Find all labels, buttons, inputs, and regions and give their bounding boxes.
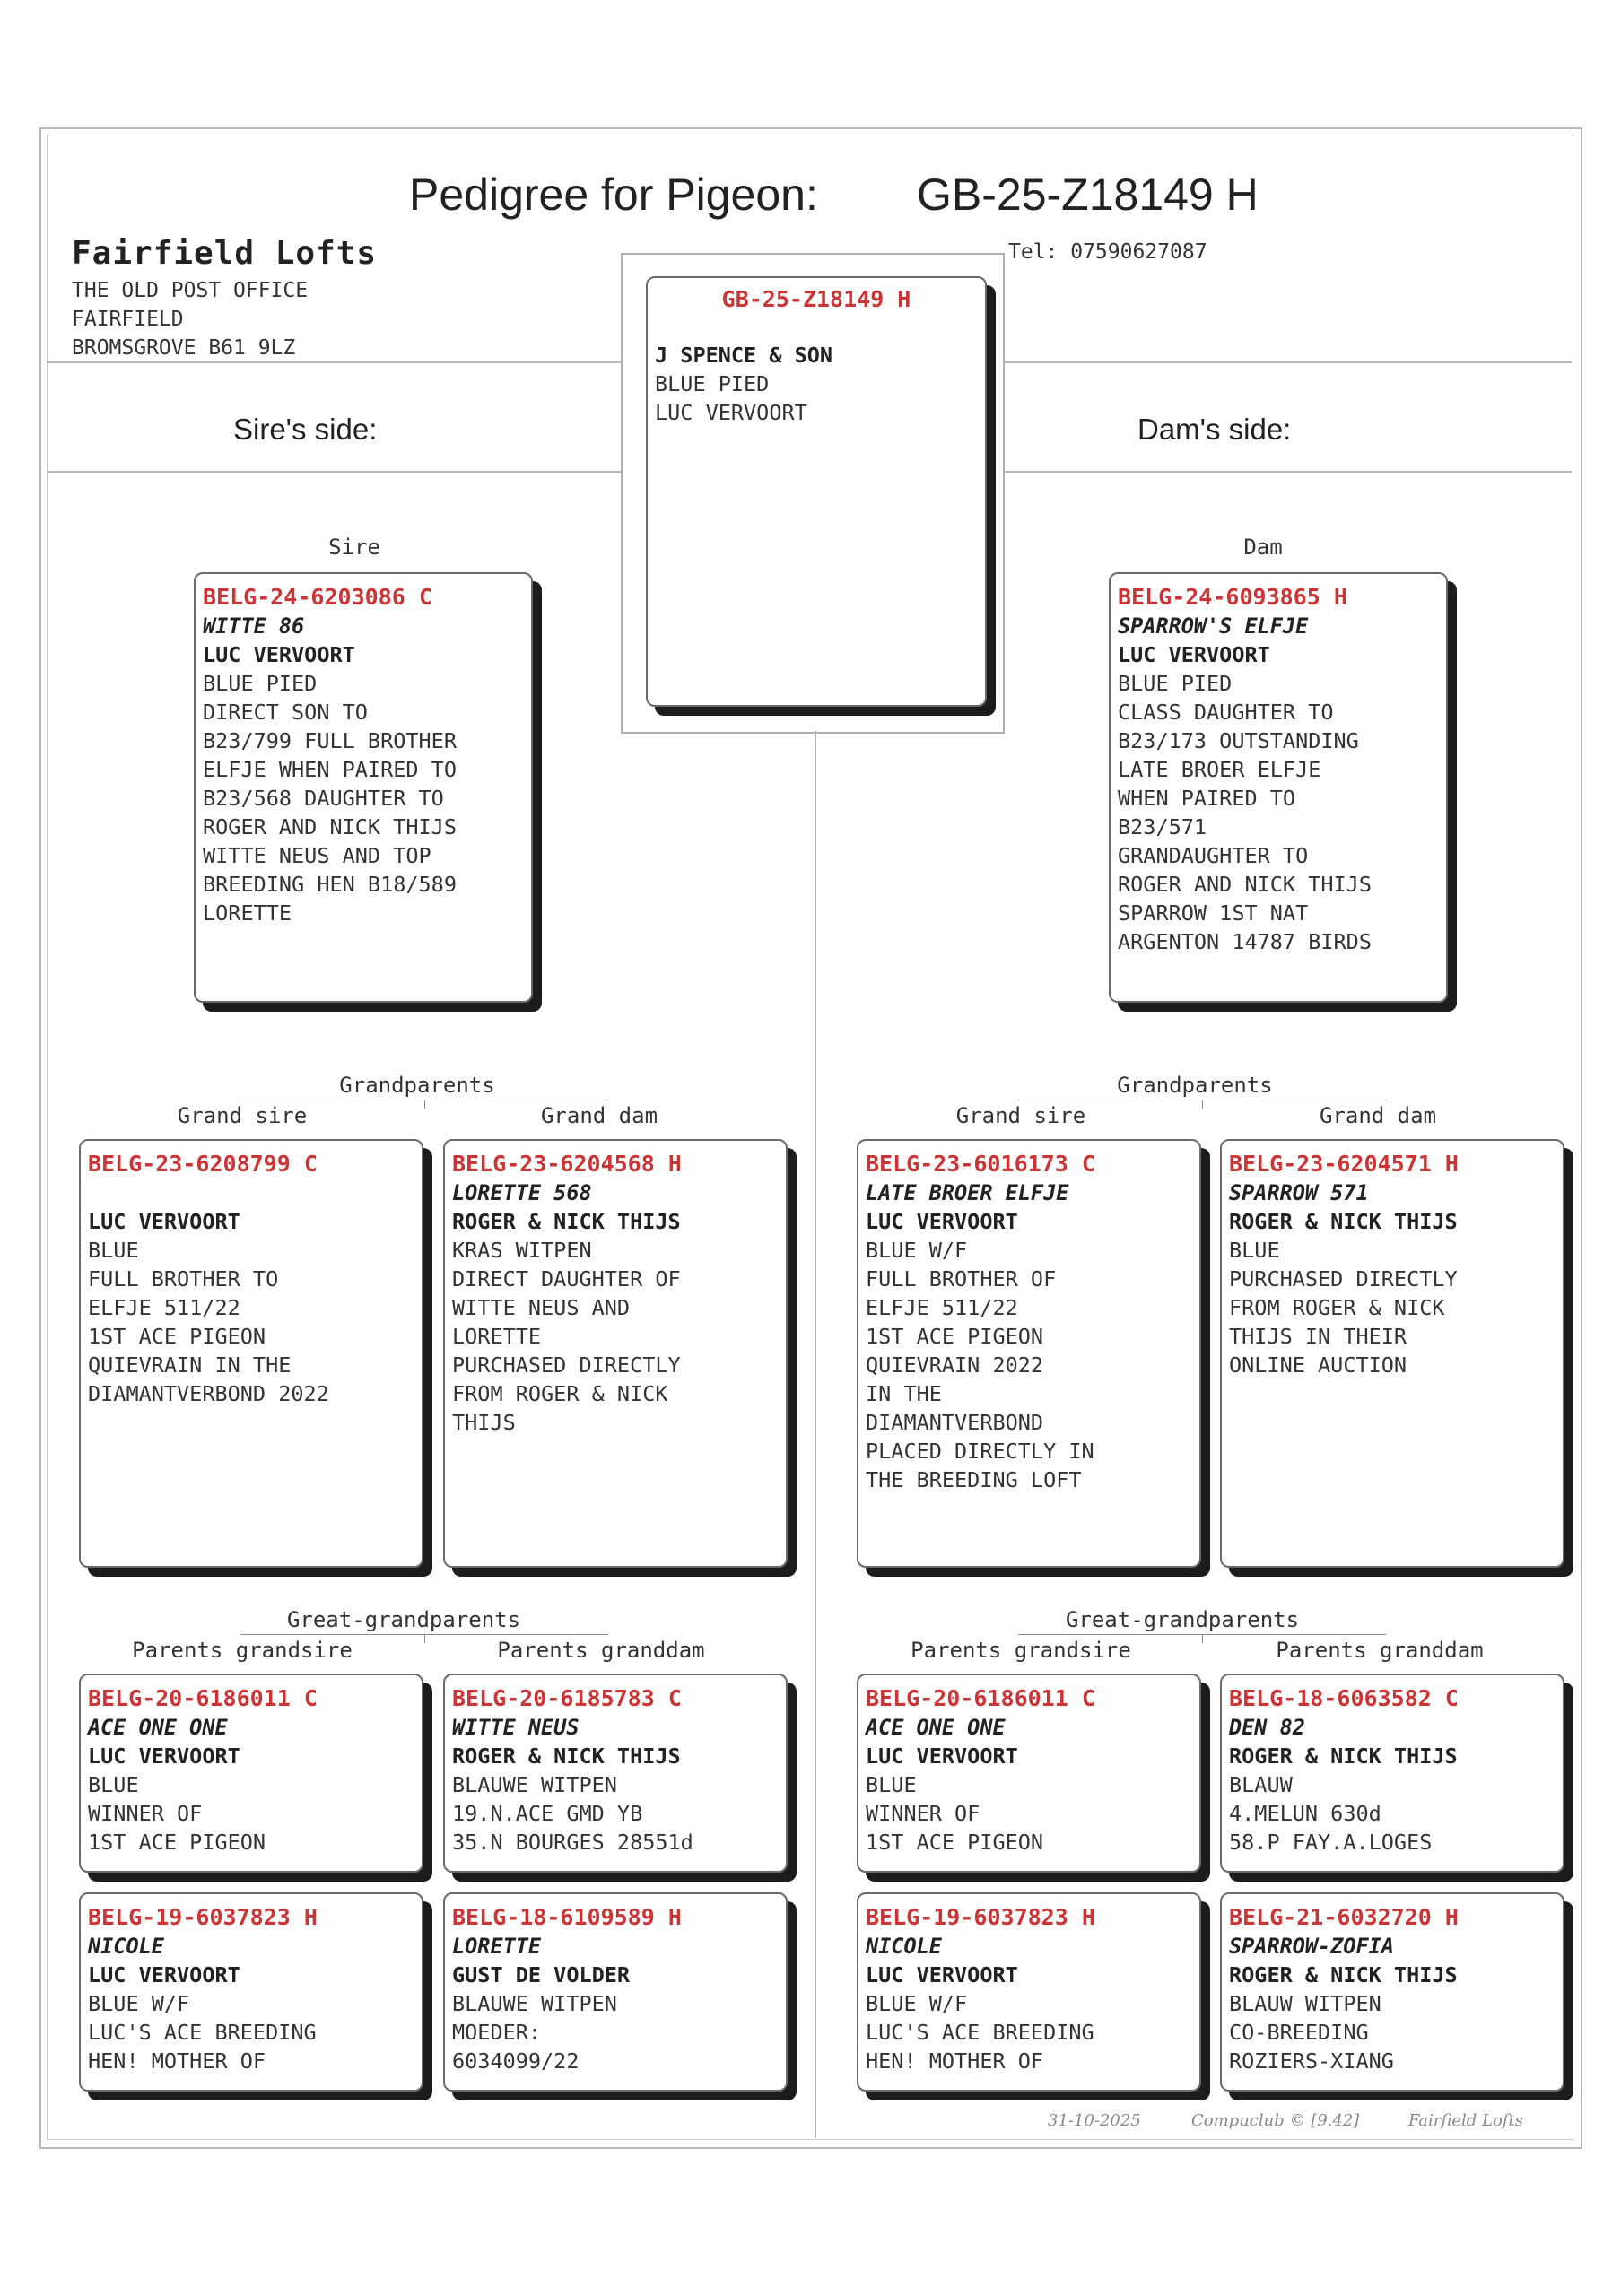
grandparent-line: ONLINE AUCTION xyxy=(1229,1352,1407,1378)
great-grandparent-card[interactable] xyxy=(1220,1674,1564,1873)
great-grandparent-line: 19.N.ACE GMD YB xyxy=(452,1801,643,1826)
grandparent-line: THIJS xyxy=(452,1410,516,1435)
great-grandparent-ring: BELG-18-6063582 C xyxy=(1229,1685,1459,1711)
grandparent-line: FULL BROTHER TO xyxy=(88,1266,279,1292)
subject-card[interactable] xyxy=(646,276,987,707)
sire-card[interactable] xyxy=(194,572,533,1003)
dam-label: Dam xyxy=(1243,535,1283,560)
grandparent-line: DIRECT DAUGHTER OF xyxy=(452,1266,681,1292)
dam-ring: BELG-24-6093865 H xyxy=(1118,584,1347,610)
great-grandparent-ring: BELG-18-6109589 H xyxy=(452,1904,682,1930)
great-grandparent-name: LORETTE xyxy=(452,1934,542,1959)
dam-line: GRANDAUGHTER TO xyxy=(1118,843,1309,868)
sire-line: B23/568 DAUGHTER TO xyxy=(203,786,444,811)
great-grandparent-line: BLAUWE WITPEN xyxy=(452,1772,617,1797)
great-grandparent-line: 6034099/22 xyxy=(452,2048,580,2074)
grandparent-line: DIAMANTVERBOND xyxy=(866,1410,1044,1435)
grand-dam-label-left: Grand dam xyxy=(540,1103,658,1128)
address-line: THE OLD POST OFFICE xyxy=(72,279,309,302)
pedigree-title: Pedigree for Pigeon: xyxy=(409,170,818,220)
grandparent-line: THE BREEDING LOFT xyxy=(866,1467,1082,1492)
great-grandparent-line: MOEDER: xyxy=(452,2020,542,2045)
grandparent-line: ELFJE 511/22 xyxy=(866,1295,1018,1320)
dam-line: BLUE PIED xyxy=(1118,671,1233,696)
dam-line: WHEN PAIRED TO xyxy=(1118,786,1296,811)
grandparent-line: PURCHASED DIRECTLY xyxy=(1229,1266,1458,1292)
great-grandparent-card[interactable] xyxy=(1220,1892,1564,2092)
telephone: Tel: 07590627087 xyxy=(1008,240,1207,264)
grandparents-tick-left xyxy=(424,1100,425,1109)
grandparent-line: 1ST ACE PIGEON xyxy=(866,1324,1044,1349)
subject-line: LUC VERVOORT xyxy=(655,400,807,425)
grandparent-name xyxy=(88,1178,414,1207)
grandparent-line: BLUE xyxy=(1229,1238,1280,1263)
center-divider xyxy=(815,731,816,2138)
grandparents-heading-right: Grandparents xyxy=(1117,1073,1273,1098)
great-grandparent-breeder: LUC VERVOORT xyxy=(88,1962,240,1987)
dam-line: ROGER AND NICK THIJS xyxy=(1118,872,1372,897)
dam-line: ARGENTON 14787 BIRDS xyxy=(1118,929,1372,954)
grandparent-line: FULL BROTHER OF xyxy=(866,1266,1057,1292)
great-grandparent-breeder: LUC VERVOORT xyxy=(866,1744,1018,1769)
loft-address xyxy=(72,276,308,362)
footer-date: 31-10-2025 xyxy=(1048,2111,1141,2130)
sire-name: WITTE 86 xyxy=(203,613,305,639)
grandparent-line: THIJS IN THEIR xyxy=(1229,1324,1407,1349)
great-grandparent-card[interactable] xyxy=(857,1892,1201,2092)
great-grandparent-line: LUC'S ACE BREEDING xyxy=(866,2020,1094,2045)
great-grandparent-breeder: LUC VERVOORT xyxy=(88,1744,240,1769)
sire-line: ELFJE WHEN PAIRED TO xyxy=(203,757,457,782)
grandparent-ring: BELG-23-6208799 C xyxy=(88,1151,318,1177)
great-grandparent-line: BLUE xyxy=(88,1772,139,1797)
parents-grandsire-label-right: Parents grandsire xyxy=(911,1638,1131,1663)
pigeon-ring-title: GB-25-Z18149 H xyxy=(917,170,1259,220)
grandparent-line: KRAS WITPEN xyxy=(452,1238,592,1263)
great-grandparent-line: 1ST ACE PIGEON xyxy=(88,1830,266,1855)
grandparent-breeder: LUC VERVOORT xyxy=(88,1209,240,1234)
grandparent-ring: BELG-23-6204568 H xyxy=(452,1151,682,1177)
great-grandparent-ring: BELG-20-6186011 C xyxy=(88,1685,318,1711)
grandparent-breeder: ROGER & NICK THIJS xyxy=(452,1209,681,1234)
great-grandparent-line: BLAUW WITPEN xyxy=(1229,1991,1381,2016)
grandparent-line: 1ST ACE PIGEON xyxy=(88,1324,266,1349)
sire-line: B23/799 FULL BROTHER xyxy=(203,728,457,753)
dam-line: LATE BROER ELFJE xyxy=(1118,757,1321,782)
great-grandparent-name: WITTE NEUS xyxy=(452,1715,580,1740)
sire-ring: BELG-24-6203086 C xyxy=(203,584,432,610)
grandparent-breeder: LUC VERVOORT xyxy=(866,1209,1018,1234)
grandparent-line: QUIEVRAIN IN THE xyxy=(88,1352,292,1378)
grandparent-line: LORETTE xyxy=(452,1324,542,1349)
dam-card[interactable] xyxy=(1109,572,1448,1003)
great-grandparent-breeder: ROGER & NICK THIJS xyxy=(452,1744,681,1769)
great-grandparent-breeder: LUC VERVOORT xyxy=(866,1962,1018,1987)
parents-granddam-label-left: Parents granddam xyxy=(497,1638,705,1663)
dam-line: B23/571 xyxy=(1118,814,1207,839)
grandparent-line: WITTE NEUS AND xyxy=(452,1295,631,1320)
sides-divider-right xyxy=(1003,471,1572,473)
great-grandparents-heading-right: Great-grandparents xyxy=(1065,1607,1300,1632)
great-grandparent-name: DEN 82 xyxy=(1229,1715,1305,1740)
great-grandparent-line: BLUE W/F xyxy=(88,1991,190,2016)
address-line: FAIRFIELD xyxy=(72,308,184,331)
great-grandparent-line: LUC'S ACE BREEDING xyxy=(88,2020,317,2045)
great-grandparent-name: SPARROW-ZOFIA xyxy=(1229,1934,1394,1959)
great-grandparent-breeder: ROGER & NICK THIJS xyxy=(1229,1962,1458,1987)
great-grandparent-line: ROZIERS-XIANG xyxy=(1229,2048,1394,2074)
subject-line: BLUE PIED xyxy=(655,371,770,396)
parents-granddam-label-right: Parents granddam xyxy=(1276,1638,1484,1663)
grandparents-heading-left: Grandparents xyxy=(339,1073,495,1098)
great-grandparent-line: WINNER OF xyxy=(88,1801,203,1826)
grandparent-line: DIAMANTVERBOND 2022 xyxy=(88,1381,329,1406)
sire-line: ROGER AND NICK THIJS xyxy=(203,814,457,839)
great-grandparent-line: BLUE W/F xyxy=(866,1991,968,2016)
dams-side-label: Dam's side: xyxy=(1137,413,1292,446)
great-grandparent-name: ACE ONE ONE xyxy=(88,1715,228,1740)
sire-line: WITTE NEUS AND TOP xyxy=(203,843,431,868)
sire-line: DIRECT SON TO xyxy=(203,700,368,725)
dam-breeder: LUC VERVOORT xyxy=(1118,642,1270,667)
header-divider-right xyxy=(1003,361,1572,363)
grand-sire-label-right: Grand sire xyxy=(955,1103,1086,1128)
grandparent-ring: BELG-23-6016173 C xyxy=(866,1151,1095,1177)
great-grandparent-line: HEN! MOTHER OF xyxy=(88,2048,266,2074)
grandparent-line: BLUE xyxy=(88,1238,139,1263)
great-grandparents-tick-left xyxy=(424,1634,425,1643)
grandparent-line: PLACED DIRECTLY IN xyxy=(866,1439,1094,1464)
grand-dam-card-dam-side[interactable] xyxy=(1220,1139,1564,1568)
great-grandparent-line: 4.MELUN 630d xyxy=(1229,1801,1381,1826)
grandparents-tick-right xyxy=(1202,1100,1203,1109)
great-grandparent-line: 35.N BOURGES 28551d xyxy=(452,1830,693,1855)
great-grandparent-line: BLAUWE WITPEN xyxy=(452,1991,617,2016)
dam-name: SPARROW'S ELFJE xyxy=(1118,613,1309,639)
dam-line: CLASS DAUGHTER TO xyxy=(1118,700,1334,725)
subject-breeder: J SPENCE & SON xyxy=(655,343,833,368)
great-grandparent-ring: BELG-19-6037823 H xyxy=(88,1904,318,1930)
great-grandparent-line: BLAUW xyxy=(1229,1772,1293,1797)
grandparent-line: PURCHASED DIRECTLY xyxy=(452,1352,681,1378)
great-grandparent-ring: BELG-19-6037823 H xyxy=(866,1904,1095,1930)
sire-label: Sire xyxy=(328,535,380,560)
footer-software: Compuclub © [9.42] xyxy=(1191,2111,1360,2130)
great-grandparent-breeder: ROGER & NICK THIJS xyxy=(1229,1744,1458,1769)
grandparent-ring: BELG-23-6204571 H xyxy=(1229,1151,1459,1177)
great-grandparents-tick-right xyxy=(1202,1634,1203,1643)
sides-divider-left xyxy=(47,471,621,473)
great-grandparent-line: HEN! MOTHER OF xyxy=(866,2048,1044,2074)
sire-line: BLUE PIED xyxy=(203,671,318,696)
grandparent-name: LATE BROER ELFJE xyxy=(866,1180,1069,1205)
great-grandparent-line: CO-BREEDING xyxy=(1229,2020,1369,2045)
great-grandparent-ring: BELG-20-6186011 C xyxy=(866,1685,1095,1711)
address-line: BROMSGROVE B61 9LZ xyxy=(72,336,296,360)
footer-loft: Fairfield Lofts xyxy=(1408,2111,1523,2130)
dam-line: B23/173 OUTSTANDING xyxy=(1118,728,1359,753)
subject-ring: GB-25-Z18149 H xyxy=(721,286,911,312)
great-grandparent-card[interactable] xyxy=(857,1674,1201,1873)
grandparent-line: FROM ROGER & NICK xyxy=(1229,1295,1445,1320)
sire-line: BREEDING HEN B18/589 xyxy=(203,872,457,897)
great-grandparent-line: 58.P FAY.A.LOGES xyxy=(1229,1830,1433,1855)
grandparent-line: BLUE W/F xyxy=(866,1238,968,1263)
sire-line: LORETTE xyxy=(203,900,292,926)
great-grandparent-line: WINNER OF xyxy=(866,1801,980,1826)
great-grandparent-name: NICOLE xyxy=(866,1934,942,1959)
grand-dam-card-sire-side[interactable] xyxy=(443,1139,788,1568)
grand-sire-card-dam-side[interactable] xyxy=(857,1139,1201,1568)
grandparent-line: ELFJE 511/22 xyxy=(88,1295,240,1320)
great-grandparent-name: ACE ONE ONE xyxy=(866,1715,1006,1740)
grandparent-breeder: ROGER & NICK THIJS xyxy=(1229,1209,1458,1234)
grandparent-line: QUIEVRAIN 2022 xyxy=(866,1352,1044,1378)
great-grandparent-ring: BELG-20-6185783 C xyxy=(452,1685,682,1711)
grand-sire-label-left: Grand sire xyxy=(177,1103,308,1128)
great-grandparent-card[interactable] xyxy=(443,1674,788,1873)
great-grandparent-ring: BELG-21-6032720 H xyxy=(1229,1904,1459,1930)
grand-sire-card-sire-side[interactable] xyxy=(79,1139,423,1568)
great-grandparent-card[interactable] xyxy=(79,1674,423,1873)
grandparent-line: FROM ROGER & NICK xyxy=(452,1381,668,1406)
great-grandparents-heading-left: Great-grandparents xyxy=(286,1607,521,1632)
great-grandparent-line: BLUE xyxy=(866,1772,917,1797)
sires-side-label: Sire's side: xyxy=(233,413,378,446)
great-grandparent-name: NICOLE xyxy=(88,1934,164,1959)
great-grandparent-line: 1ST ACE PIGEON xyxy=(866,1830,1044,1855)
great-grandparent-breeder: GUST DE VOLDER xyxy=(452,1962,631,1987)
dam-line: SPARROW 1ST NAT xyxy=(1118,900,1309,926)
great-grandparent-card[interactable] xyxy=(443,1892,788,2092)
sire-breeder: LUC VERVOORT xyxy=(203,642,355,667)
grand-dam-label-right: Grand dam xyxy=(1319,1103,1437,1128)
great-grandparent-card[interactable] xyxy=(79,1892,423,2092)
grandparent-line: IN THE xyxy=(866,1381,942,1406)
parents-grandsire-label-left: Parents grandsire xyxy=(132,1638,353,1663)
loft-name: Fairfield Lofts xyxy=(72,235,378,272)
grandparent-name: SPARROW 571 xyxy=(1229,1180,1369,1205)
grandparent-name: LORETTE 568 xyxy=(452,1180,592,1205)
